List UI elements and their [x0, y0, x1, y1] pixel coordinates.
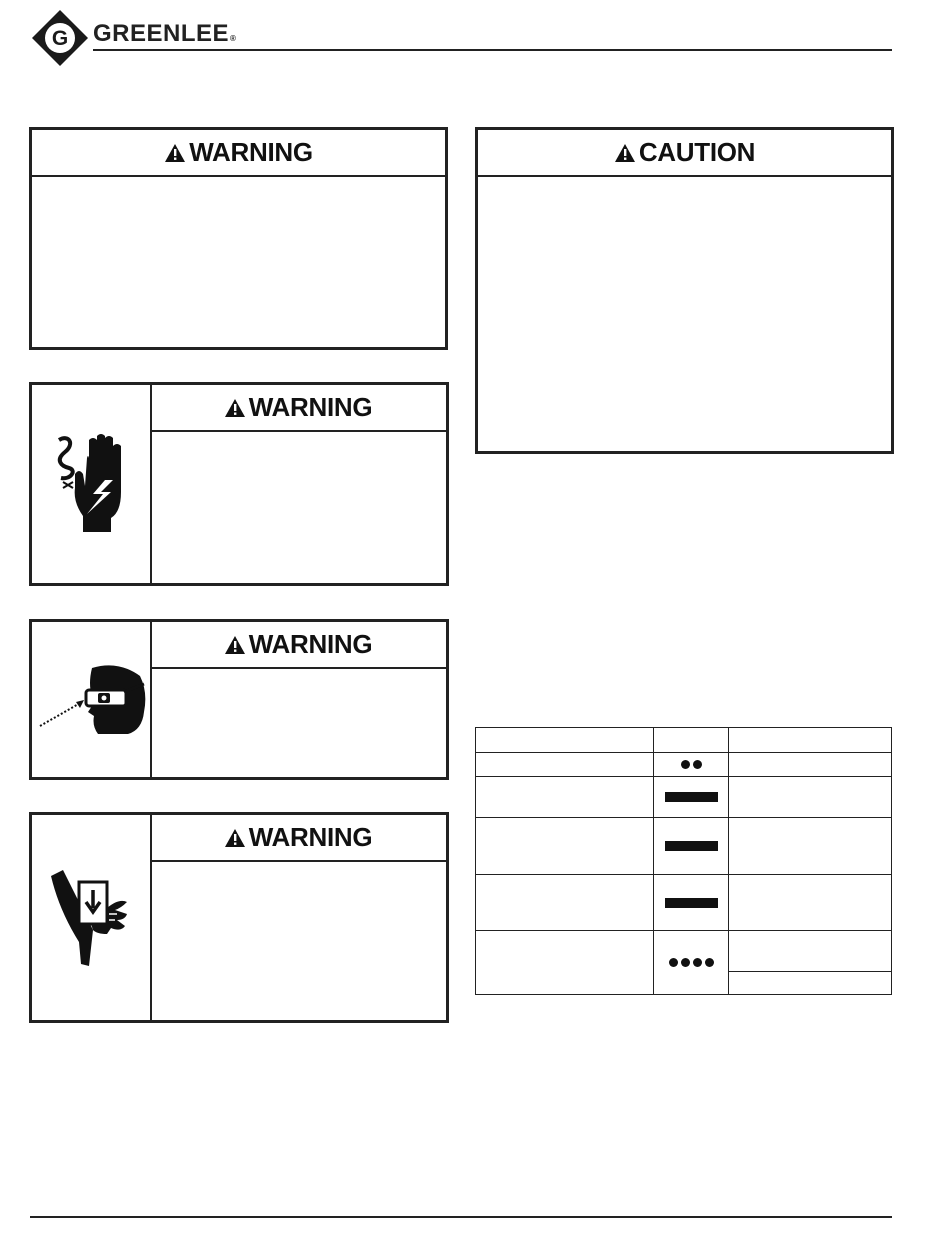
caution-box [475, 127, 894, 454]
signal-word: CAUTION [638, 137, 756, 167]
dot-icon [681, 958, 690, 967]
bar-icon [665, 898, 718, 908]
footer-rule [30, 1216, 892, 1218]
table-row [476, 777, 891, 818]
alert-triangle-icon [224, 398, 246, 418]
header-rule [93, 49, 892, 51]
symbol-bar [654, 875, 729, 930]
dot-icon [693, 958, 702, 967]
symbol-table [475, 727, 892, 995]
warning-box-eye [29, 619, 449, 780]
alert-triangle-icon [614, 143, 636, 163]
table-row [476, 753, 891, 777]
brand-name [93, 20, 235, 48]
alert-triangle-icon [164, 143, 186, 163]
warning-header [150, 622, 446, 669]
brand-name-text: GREENLEE [93, 20, 230, 47]
table-row [476, 875, 891, 931]
symbol-bar [654, 818, 729, 874]
warning-box-general [29, 127, 448, 350]
bar-icon [665, 841, 718, 851]
bar-icon [665, 792, 718, 802]
alert-triangle-icon [224, 635, 246, 655]
warning-box-electric [29, 382, 449, 586]
table-row [476, 931, 891, 994]
cell-divider [729, 971, 891, 972]
caution-header [478, 130, 891, 177]
signal-word: WARNING [248, 822, 373, 852]
icon-panel [32, 622, 152, 777]
electric-shock-hand-icon [49, 432, 133, 536]
symbol-bar [654, 777, 729, 817]
signal-word: WARNING [248, 629, 373, 659]
symbol-four-dots [654, 931, 729, 994]
dot-icon [693, 760, 702, 769]
dot-icon [705, 958, 714, 967]
symbol-two-dots [654, 753, 729, 776]
table-row [476, 818, 891, 875]
greenlee-logo [30, 8, 90, 68]
signal-word: WARNING [189, 137, 313, 167]
alert-triangle-icon [224, 828, 246, 848]
logo-letter: G [51, 27, 69, 50]
dot-icon [681, 760, 690, 769]
icon-panel [32, 815, 152, 1020]
warning-header [150, 385, 446, 432]
signal-word: WARNING [248, 392, 373, 422]
table-header-row [476, 728, 891, 753]
warning-header [32, 130, 445, 177]
pinch-point-hand-icon [49, 868, 133, 968]
warning-box-pinch [29, 812, 449, 1023]
eye-protection-icon [36, 662, 146, 738]
registered-mark: ® [230, 34, 237, 43]
dot-icon [669, 958, 678, 967]
icon-panel [32, 385, 152, 583]
warning-header [150, 815, 446, 862]
